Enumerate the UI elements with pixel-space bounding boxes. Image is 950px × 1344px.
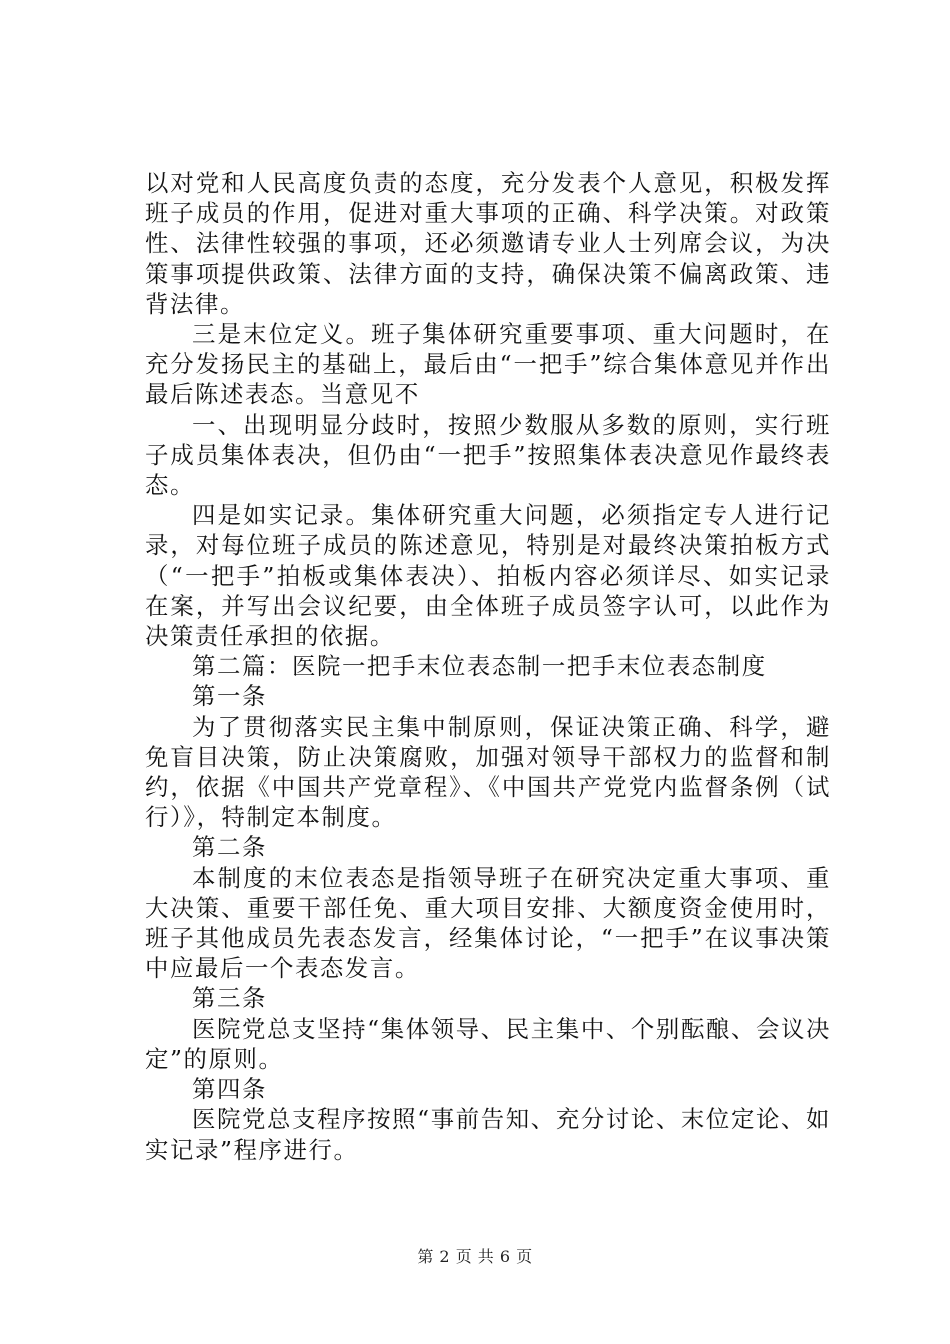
paragraph-continuation: 以对党和人民高度负责的态度，充分发表个人意见，积极发挥班子成员的作用，促进对重大事项的正确、科学决策。对政策性、法律性较强的事项，还必须邀请专业人士列席会议，为决策事项提供政策、法律方面的支持，确保决策不偏离政策、违背法律。 xyxy=(145,169,831,318)
document-body xyxy=(145,168,831,1165)
section-heading-part-two: 第二篇：医院一把手末位表态制一把手末位表态制度 xyxy=(192,652,767,681)
paragraph-point-one-divergence: 一、出现明显分歧时，按照少数服从多数的原则，实行班子成员集体表决，但仍由“一把手”按照集体表决意见作最终表态。 xyxy=(145,410,831,500)
article-body-1: 为了贯彻落实民主集中制原则，保证决策正确、科学，避免盲目决策，防止决策腐败，加强对领导干部权力的监督和制约，依据《中国共产党章程》、《中国共产党党内监督条例（试行）》，特制定本制度。 xyxy=(145,712,831,832)
paragraph-point-three: 三是末位定义。班子集体研究重要事项、重大问题时，在充分发扬民主的基础上，最后由“一把手”综合集体意见并作出最后陈述表态。当意见不 xyxy=(145,320,831,409)
page-number-footer: 第 2 页 共 6 页 xyxy=(417,1247,533,1266)
article-heading-3: 第三条 xyxy=(192,984,267,1013)
article-heading-1: 第一条 xyxy=(192,682,267,711)
article-heading-2: 第二条 xyxy=(192,833,267,862)
article-body-3: 医院党总支坚持“集体领导、民主集中、个别酝酿、会议决定”的原则。 xyxy=(145,1014,831,1073)
article-body-4: 医院党总支程序按照“事前告知、充分讨论、末位定论、如实记录”程序进行。 xyxy=(145,1105,831,1164)
paragraph-point-four: 四是如实记录。集体研究重大问题，必须指定专人进行记录，对每位班子成员的陈述意见，特别是对最终决策拍板方式（“一把手”拍板或集体表决）、拍板内容必须详尽、如实记录在案，并写出会议纪要，由全体班子成员签字认可，以此作为决策责任承担的依据。 xyxy=(145,501,831,651)
article-body-2: 本制度的末位表态是指领导班子在研究决定重大事项、重大决策、重要干部任免、重大项目安排、大额度资金使用时，班子其他成员先表态发言，经集体讨论，“一把手”在议事决策中应最后一个表态发言。 xyxy=(145,863,831,983)
article-heading-4: 第四条 xyxy=(192,1075,267,1104)
